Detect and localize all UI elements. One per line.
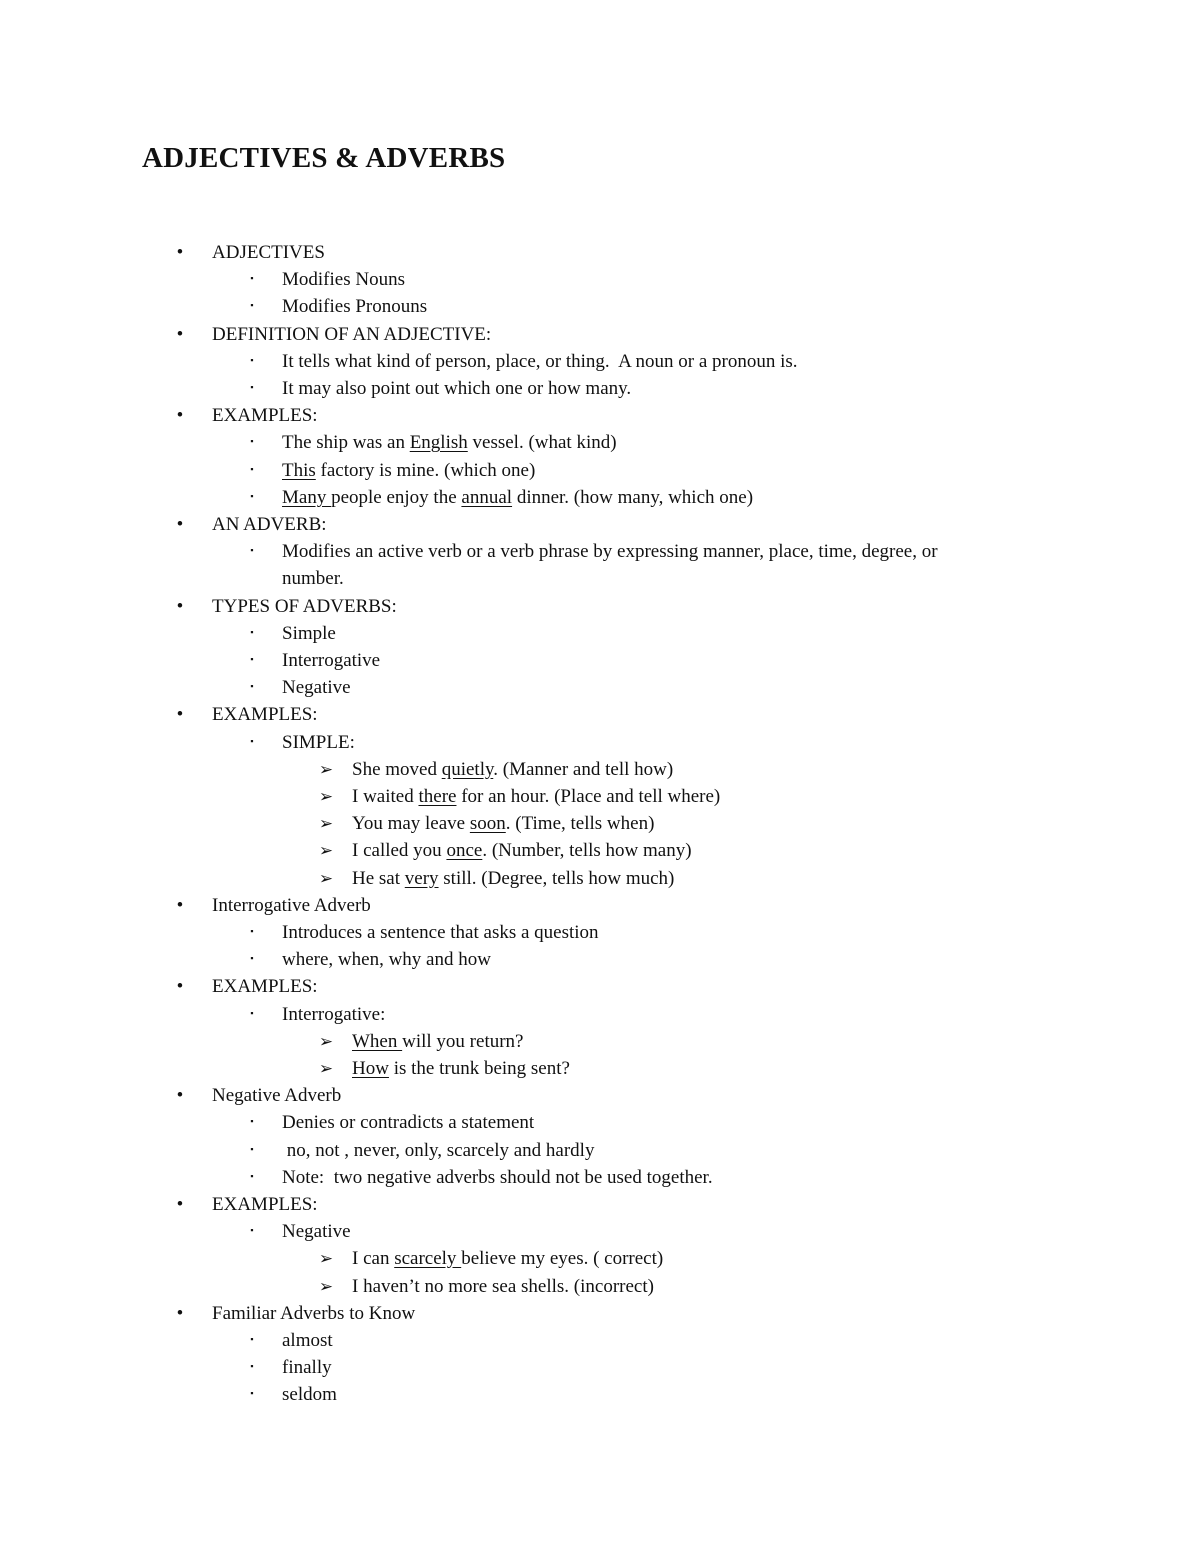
- outline-item: [176, 1300, 416, 1327]
- outline-item: [176, 892, 371, 919]
- outline-item: [250, 1164, 713, 1191]
- item-text: Negative Adverb: [212, 1085, 342, 1106]
- item-text: He sat: [352, 868, 405, 889]
- bullet-square-icon: ▪: [250, 436, 254, 446]
- item-text: number.: [282, 568, 344, 589]
- outline-item: [250, 919, 599, 946]
- item-text: TYPES OF ADVERBS:: [212, 596, 397, 617]
- bullet-square-icon: ▪: [250, 1116, 254, 1126]
- outline-item: [176, 1082, 342, 1109]
- outline-item: [318, 1245, 664, 1272]
- bullet-arrow-icon: ➢: [318, 760, 334, 779]
- item-text: almost: [282, 1330, 333, 1351]
- outline-item: [176, 239, 325, 266]
- bullet-dot-icon: •: [176, 1194, 184, 1215]
- item-text: where, when, why and how: [282, 949, 491, 970]
- item-text: . (Time, tells when): [505, 813, 655, 834]
- bullet-square-icon: ▪: [250, 382, 254, 392]
- bullet-dot-icon: •: [176, 704, 184, 725]
- item-text: Interrogative:: [282, 1004, 386, 1025]
- item-text: people enjoy the: [331, 487, 462, 508]
- underlined-word: there: [418, 786, 457, 807]
- item-text: factory is mine. (which one): [315, 460, 536, 481]
- underlined-word: scarcely: [394, 1248, 462, 1269]
- outline-item: [250, 1327, 333, 1354]
- outline-item: [318, 756, 674, 783]
- bullet-square-icon: ▪: [250, 1334, 254, 1344]
- item-text: The ship was an: [282, 432, 410, 453]
- item-text: AN ADVERB:: [212, 514, 327, 535]
- bullet-dot-icon: •: [176, 1303, 184, 1324]
- item-text: Negative: [282, 677, 351, 698]
- bullet-arrow-icon: ➢: [318, 1059, 334, 1078]
- underlined-word: English: [409, 432, 468, 453]
- bullet-arrow-icon: ➢: [318, 787, 334, 806]
- outline-item: [318, 1055, 570, 1082]
- bullet-dot-icon: •: [176, 596, 184, 617]
- item-text: It may also point out which one or how many.: [282, 378, 632, 399]
- outline-item: [250, 1137, 595, 1164]
- item-text: dinner. (how many, which one): [512, 487, 754, 508]
- underlined-word: once: [446, 840, 483, 861]
- item-text: for an hour. (Place and tell where): [456, 786, 721, 807]
- underlined-word: This: [282, 460, 316, 481]
- outline-item: [176, 973, 318, 1000]
- outline-item: [176, 511, 327, 538]
- bullet-square-icon: ▪: [250, 464, 254, 474]
- outline-item: [250, 620, 336, 647]
- item-text: You may leave: [352, 813, 470, 834]
- outline-item: [318, 837, 692, 864]
- item-text: seldom: [282, 1384, 337, 1405]
- outline-item: [250, 293, 428, 320]
- item-text: Introduces a sentence that asks a question: [282, 922, 599, 943]
- item-text: I called you: [352, 840, 447, 861]
- bullet-square-icon: ▪: [250, 627, 254, 637]
- outline-item: [250, 674, 351, 701]
- item-text: I waited: [352, 786, 419, 807]
- bullet-square-icon: ▪: [250, 1361, 254, 1371]
- item-text: Interrogative: [282, 650, 381, 671]
- outline-item: [250, 375, 632, 402]
- item-text: SIMPLE:: [282, 732, 355, 753]
- bullet-dot-icon: •: [176, 405, 184, 426]
- outline-item: [318, 1273, 654, 1300]
- bullet-dot-icon: •: [176, 895, 184, 916]
- outline-item: [250, 1381, 337, 1408]
- outline-item: [250, 946, 491, 973]
- bullet-square-icon: ▪: [250, 736, 254, 746]
- bullet-square-icon: ▪: [250, 1171, 254, 1181]
- item-text: Modifies Nouns: [282, 269, 405, 290]
- item-text: Familiar Adverbs to Know: [212, 1303, 416, 1324]
- bullet-dot-icon: •: [176, 976, 184, 997]
- bullet-arrow-icon: ➢: [318, 841, 334, 860]
- item-text: is the trunk being sent?: [388, 1058, 570, 1079]
- item-text: Negative: [282, 1221, 351, 1242]
- item-text: EXAMPLES:: [212, 1194, 318, 1215]
- bullet-arrow-icon: ➢: [318, 869, 334, 888]
- bullet-square-icon: ▪: [250, 654, 254, 664]
- bullet-dot-icon: •: [176, 514, 184, 535]
- bullet-square-icon: ▪: [250, 300, 254, 310]
- item-text: Note: two negative adverbs should not be used together.: [282, 1167, 713, 1188]
- item-text: I can: [352, 1248, 395, 1269]
- bullet-square-icon: ▪: [250, 1144, 254, 1154]
- item-text: DEFINITION OF AN ADJECTIVE:: [212, 324, 492, 345]
- bullet-square-icon: ▪: [250, 491, 254, 501]
- bullet-square-icon: ▪: [250, 273, 254, 283]
- underlined-word: annual: [461, 487, 513, 508]
- item-text: Simple: [282, 623, 336, 644]
- item-text: no, not , never, only, scarcely and hardly: [282, 1140, 595, 1161]
- item-text: EXAMPLES:: [212, 976, 318, 997]
- item-text: Modifies an active verb or a verb phrase by expressing manner, place, time, degree, or: [282, 541, 938, 562]
- bullet-square-icon: ▪: [250, 545, 254, 555]
- underlined-word: When: [352, 1031, 403, 1052]
- bullet-arrow-icon: ➢: [318, 814, 334, 833]
- item-text: vessel. (what kind): [467, 432, 617, 453]
- item-text: It tells what kind of person, place, or thing. A noun or a pronoun is.: [282, 351, 798, 372]
- outline-item: [250, 484, 754, 511]
- item-text: will you return?: [402, 1031, 524, 1052]
- underlined-word: Many: [282, 487, 332, 508]
- document-title: ADJECTIVES & ADVERBS: [142, 142, 506, 174]
- bullet-dot-icon: •: [176, 1085, 184, 1106]
- outline-item: [250, 1354, 332, 1381]
- bullet-dot-icon: •: [176, 242, 184, 263]
- item-text: believe my eyes. ( correct): [461, 1248, 664, 1269]
- underlined-word: very: [404, 868, 439, 889]
- item-text: . (Number, tells how many): [482, 840, 692, 861]
- outline-item: [176, 402, 318, 429]
- bullet-square-icon: ▪: [250, 953, 254, 963]
- item-text: Modifies Pronouns: [282, 296, 428, 317]
- item-text: still. (Degree, tells how much): [438, 868, 675, 889]
- outline-item: [318, 1028, 524, 1055]
- item-text: She moved: [352, 759, 442, 780]
- item-text: Interrogative Adverb: [212, 895, 371, 916]
- bullet-arrow-icon: ➢: [318, 1277, 334, 1296]
- outline-item: [318, 783, 721, 810]
- outline-item: [250, 1001, 386, 1028]
- outline-item: [250, 266, 405, 293]
- outline-item: [282, 565, 344, 592]
- item-text: Denies or contradicts a statement: [282, 1112, 535, 1133]
- outline-item: [318, 810, 655, 837]
- outline-item: [250, 1109, 535, 1136]
- underlined-word: How: [352, 1058, 389, 1079]
- outline-item: [250, 1218, 351, 1245]
- outline-item: [176, 593, 397, 620]
- item-text: EXAMPLES:: [212, 704, 318, 725]
- item-text: finally: [282, 1357, 332, 1378]
- bullet-arrow-icon: ➢: [318, 1032, 334, 1051]
- outline-item: [250, 348, 798, 375]
- bullet-square-icon: ▪: [250, 681, 254, 691]
- item-text: I haven’t no more sea shells. (incorrect): [352, 1276, 654, 1297]
- bullet-dot-icon: •: [176, 324, 184, 345]
- outline-item: [176, 1191, 318, 1218]
- underlined-word: soon: [469, 813, 506, 834]
- outline-item: [250, 729, 355, 756]
- bullet-square-icon: ▪: [250, 926, 254, 936]
- outline-item: [250, 457, 536, 484]
- item-text: EXAMPLES:: [212, 405, 318, 426]
- bullet-square-icon: ▪: [250, 1388, 254, 1398]
- outline-item: [318, 865, 675, 892]
- outline-item: [250, 429, 617, 456]
- item-text: ADJECTIVES: [212, 242, 325, 263]
- bullet-square-icon: ▪: [250, 355, 254, 365]
- outline-item: [250, 647, 381, 674]
- underlined-word: quietly: [441, 759, 494, 780]
- item-text: . (Manner and tell how): [493, 759, 674, 780]
- outline-item: [176, 701, 318, 728]
- bullet-square-icon: ▪: [250, 1225, 254, 1235]
- bullet-arrow-icon: ➢: [318, 1249, 334, 1268]
- outline-item: [176, 321, 492, 348]
- outline-item: [250, 538, 938, 565]
- bullet-square-icon: ▪: [250, 1008, 254, 1018]
